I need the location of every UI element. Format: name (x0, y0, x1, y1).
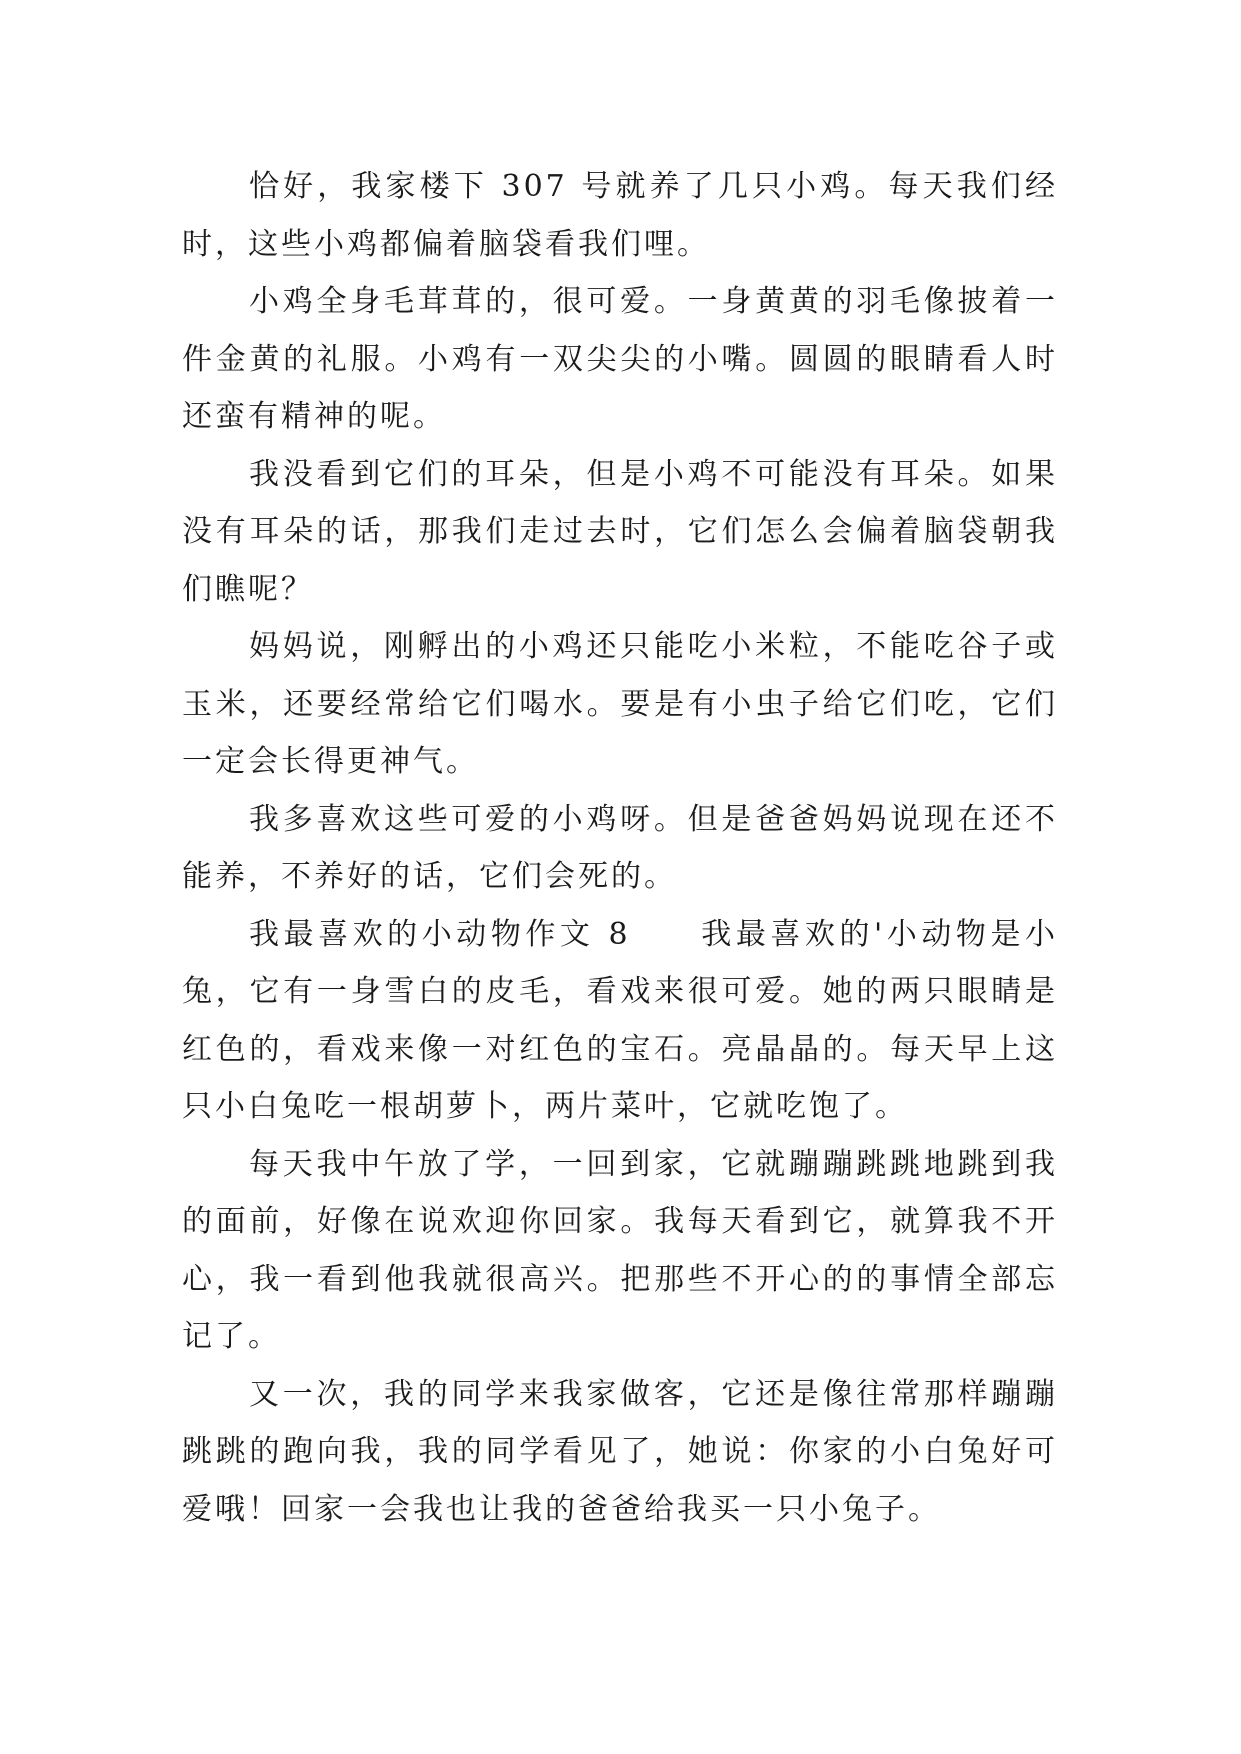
text-line: 心，我一看到他我就很高兴。把那些不开心的的事情全部忘 (182, 1261, 1058, 1297)
text-line: 玉米，还要经常给它们喝水。要是有小虫子给它们吃，它们 (182, 686, 1058, 722)
text-line: 一定会长得更神气。 (182, 744, 479, 779)
paragraph (182, 446, 1058, 619)
text-line: 红色的，看戏来像一对红色的宝石。亮晶晶的。每天早上这 (182, 1031, 1058, 1067)
text-line: 兔，它有一身雪白的皮毛，看戏来很可爱。她的两只眼睛是 (182, 974, 1058, 1009)
text-line: 没有耳朵的话，那我们走过去时，它们怎么会偏着脑袋朝我 (182, 514, 1058, 549)
paragraph (182, 618, 1058, 791)
text-line: 每天我中午放了学，一回到家，它就蹦蹦跳跳地跳到我 (249, 1146, 1058, 1182)
text-line: 的面前，好像在说欢迎你回家。我每天看到它，就算我不开 (182, 1204, 1058, 1239)
text-line: 们瞧呢？ (182, 571, 314, 607)
text-line: 只小白兔吃一根胡萝卜，两片菜叶，它就吃饱了。 (182, 1089, 908, 1124)
text-line: 时，这些小鸡都偏着脑袋看我们哩。 (182, 226, 710, 262)
text-line: 小鸡全身毛茸茸的，很可爱。一身黄黄的羽毛像披着一 (249, 284, 1058, 319)
text-line: 妈妈说，刚孵出的小鸡还只能吃小米粒，不能吃谷子或 (249, 629, 1058, 664)
text-line: 跳跳的跑向我，我的同学看见了，她说：你家的小白兔好可 (182, 1434, 1058, 1469)
text-line: 爱哦！回家一会我也让我的爸爸给我买一只小兔子。 (182, 1491, 941, 1527)
paragraph (182, 1366, 1058, 1539)
paragraph (182, 791, 1058, 906)
text-line: 我没看到它们的耳朵，但是小鸡不可能没有耳朵。如果 (249, 456, 1058, 492)
text-line: 还蛮有精神的呢。 (182, 399, 446, 434)
text-line: 能养，不养好的话，它们会死的。 (182, 859, 677, 894)
text-line: 我多喜欢这些可爱的小鸡呀。但是爸爸妈妈说现在还不 (249, 801, 1058, 837)
text-line: 记了。 (182, 1319, 281, 1354)
paragraph (182, 1136, 1058, 1366)
text-line: 件金黄的礼服。小鸡有一双尖尖的小嘴。圆圆的眼睛看人时 (182, 341, 1058, 377)
text-body (182, 158, 1058, 1538)
paragraph (182, 906, 1058, 1136)
text-line: 又一次，我的同学来我家做客，它还是像往常那样蹦蹦 (249, 1376, 1058, 1412)
paragraph (182, 273, 1058, 446)
text-line: 恰好，我家楼下 307 号就养了几只小鸡。每天我们经 (249, 169, 1058, 204)
text-line: 我最喜欢的小动物作文 8 我最喜欢的'小动物是小 (249, 916, 1058, 952)
paragraph (182, 158, 1058, 273)
